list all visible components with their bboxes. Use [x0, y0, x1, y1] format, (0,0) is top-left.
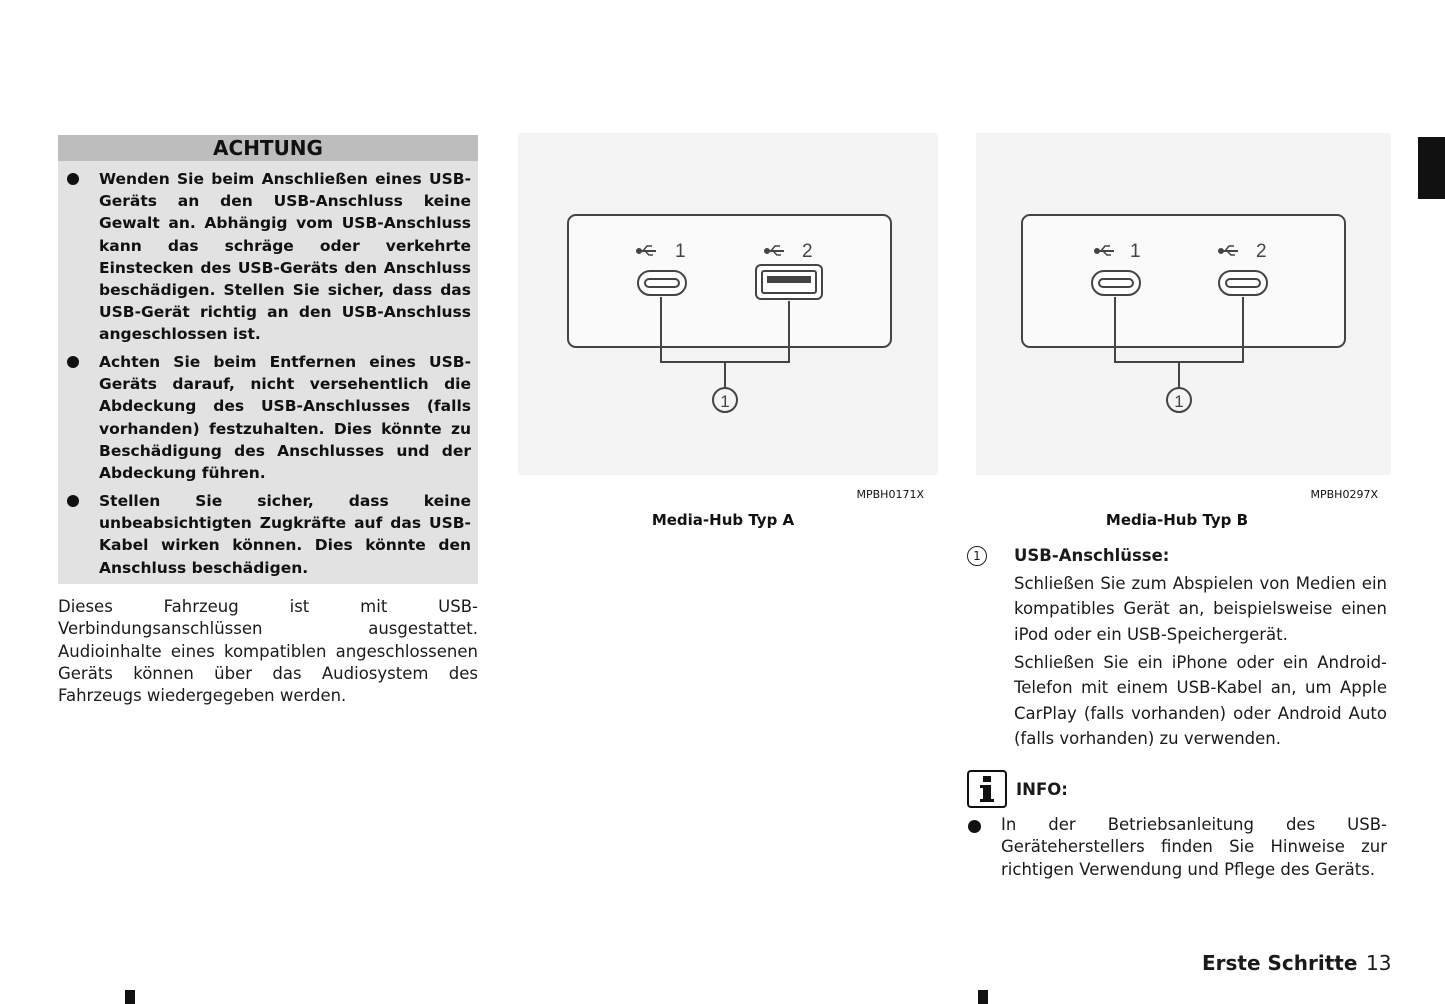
intro-paragraph: Dieses Fahrzeug ist mit USB-Verbindungsanschlüssen ausgestattet. Audioinhalte eines kompatiblen angeschlossenen Geräts können über das Audiosystem des Fahrzeugs wiedergegeben werden. — [58, 597, 478, 706]
port-2-label: 2 — [1256, 241, 1267, 262]
figure-code: MPBH0171X — [856, 488, 924, 501]
warning-item — [64, 490, 471, 580]
svg-text:1: 1 — [1174, 392, 1184, 411]
page-number: 13 — [1366, 951, 1392, 975]
crop-mark — [125, 990, 135, 1004]
warning-title: ACHTUNG — [58, 135, 478, 161]
port-1-label: 1 — [675, 241, 686, 262]
figure-media-hub-b — [976, 133, 1391, 475]
legend-title: USB-Anschlüsse: — [1014, 546, 1170, 565]
legend-paragraph: Schließen Sie ein iPhone oder ein Android-Telefon mit einem USB-Kabel an, um Apple CarPlay (falls vorhanden) oder Android Auto (falls vorhanden) zu verwenden. — [1014, 653, 1387, 748]
legend-paragraph: Schließen Sie zum Abspielen von Medien ein kompatibles Gerät an, beispielsweise einen iPod oder ein USB-Speichergerät. — [1014, 574, 1387, 644]
figure-caption: Media-Hub Typ A — [651, 511, 795, 529]
figure-caption: Media-Hub Typ B — [1105, 511, 1249, 529]
warning-item — [64, 351, 471, 486]
bullet-icon — [67, 495, 79, 507]
warning-item-text: Stellen Sie sicher, dass keine unbeabsichtigten Zugkräfte auf das USB-Kabel wirken können. Dies könnte den Anschluss beschädigen. — [99, 492, 471, 577]
bullet-icon — [67, 356, 79, 368]
footer-section-title: Erste Schritte — [1202, 951, 1358, 975]
figure-code: MPBH0297X — [1310, 488, 1378, 501]
callout-number: 1 — [967, 546, 987, 566]
figure-media-hub-a — [518, 133, 938, 475]
svg-text:1: 1 — [720, 392, 730, 411]
bullet-icon — [67, 173, 79, 185]
info-text: In der Betriebsanleitung des USB-Geräteherstellers finden Sie Hinweise zur richtigen Verwendung und Pflege des Geräts. — [1001, 815, 1387, 879]
warning-item-text: Achten Sie beim Entfernen eines USB-Geräts darauf, nicht versehentlich die Abdeckung des USB-Anschlusses (falls vorhanden) festzuhalten. Dies könnte zu Beschädigung des Anschlusses und der Abdeckung führen. — [99, 353, 471, 483]
info-i-icon — [967, 770, 1007, 808]
port-1-label: 1 — [1130, 241, 1141, 262]
section-tab-marker — [1418, 137, 1445, 199]
media-hub-a-diagram — [518, 133, 938, 475]
media-hub-b-diagram — [976, 133, 1391, 475]
port-2-label: 2 — [802, 241, 813, 262]
crop-mark — [978, 990, 988, 1004]
warning-item — [64, 168, 471, 348]
bullet-icon — [968, 820, 981, 833]
info-label: INFO: — [1016, 780, 1068, 799]
warning-item-text: Wenden Sie beim Anschließen eines USB-Geräts an den USB-Anschluss keine Gewalt an. Abhängig vom USB-Anschluss kann das schräge oder verkehrte Einstecken des USB-Geräts den Anschluss beschädigen. Stellen Sie sicher, dass das USB-Gerät richtig an den USB-Anschluss angeschlossen ist. — [99, 170, 471, 344]
